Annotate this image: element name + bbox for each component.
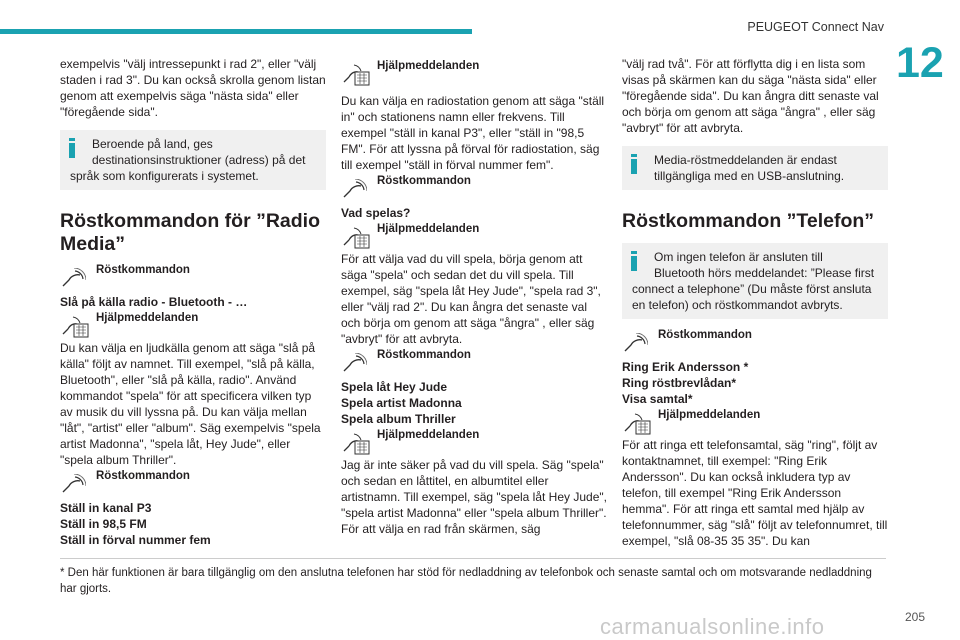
help-message-heading [341,58,607,87]
command-text: Slå på källa radio - Bluetooth - … [60,295,248,309]
voice-command-label: Röstkommandon [658,329,752,341]
voice-command-icon [60,268,86,288]
section-title: Röstkommandon ”Telefon” [622,210,875,232]
command-text: Ställ in 98,5 FM [60,517,147,531]
info-box [60,130,326,190]
help-message-label: Hjälpmeddelanden [377,223,480,235]
voice-command-icon [60,474,86,494]
voice-command-heading [622,327,888,356]
intro-paragraph: exempelvis "välj intressepunkt i rad 2", eller "välj staden i rad 3". Du kan också skrolla genom listan genom att exempelvis säga "nästa sida" eller "föregående sida". [60,57,326,119]
command-text: Spela album Thriller [341,412,456,426]
info-icon [68,138,76,158]
footnote-divider [60,558,886,559]
info-box [622,243,888,319]
voice-command-label: Röstkommandon [377,349,471,361]
help-message-icon [341,225,371,249]
page-number: 205 [904,610,925,624]
intro-paragraph: "välj rad två". För att förflytta dig i en lista som visas på skärmen kan du säga "nästa sida" eller "föregående sida". Du kan ångra ditt senaste val och börja om genom att säga "ångra" , eller säg "avbryt" för att avbryta. [622,57,879,135]
info-box [622,146,888,190]
watermark: carmanualsonline.info [600,614,825,639]
info-text-continuation: språk som konfigurerats i systemet. [70,169,259,183]
footnote: * Den här funktionen är bara tillgänglig om den anslutna telefonen har stöd för nedladdning av telefonbok och senaste samtal och om motsvarande nedladdning har gjorts. [60,567,872,595]
voice-command-heading [341,347,607,376]
help-message-label: Hjälpmeddelanden [96,312,199,324]
section-title: Röstkommandon för ”Radio Media” [60,210,321,255]
command-text: Ställ in förval nummer fem [60,533,211,547]
help-message-text: Jag är inte säker på vad du vill spela. Säg "spela" och sedan en låttitel, en albumtitel eller artistnamn. Till exempel, säg "spela låt Hey Jude", "spela artist Madonna" eller "spela album Thriller". För att välja en rad från skärmen, säg [341,458,607,536]
help-message-text: Du kan välja en radiostation genom att säga "ställ in" och stationens namn eller frekvens. Till exempel "ställ in kanal P3", eller "ställ in "98,5 FM". För att lyssna på förval för radiostation, säg till exempel "ställ in förval nummer fem". [341,94,605,172]
help-message-text: Du kan välja en ljudkälla genom att säga "slå på källa" följt av namnet. Till exempel, "slå på källa, Bluetooth", eller "slå på källa, radio". Använd kommandot "spela" för att specificera vilken typ av musik du vill lyssna på. Du kan välja mellan "låt", "artist" eller "album". Säg exempelvis "spela artist Madonna", "spela låt, Hey Jude", eller "spela album Thriller". [60,341,321,467]
help-message-heading [341,221,607,250]
help-message-label: Hjälpmeddelanden [377,429,480,441]
help-message-icon [341,62,371,86]
command-text: Ring röstbrevlådan* [622,376,737,390]
command-text: Vad spelas? [341,206,411,220]
command-text: Ställ in kanal P3 [60,501,152,515]
voice-command-heading [341,173,607,202]
voice-command-label: Röstkommandon [96,264,190,276]
voice-command-icon [622,333,648,353]
voice-command-label: Röstkommandon [377,175,471,187]
info-text-line: Bluetooth hörs meddelandet: ”Please first [654,266,875,280]
help-message-text: För att välja vad du vill spela, börja genom att säga "spela" och sedan det du vill spela. Till exempel, säg "spela låt Hey Jude", "spela rad 3", eller "välj rad 2". Du kan ångra det senaste val och börja om genom att säga "ångra" , eller säg "avbryt" för att avbryta. [341,252,601,346]
column-2 [341,58,607,537]
command-text: Spela artist Madonna [341,396,462,410]
help-message-label: Hjälpmeddelanden [377,60,480,72]
voice-command-icon [341,179,367,199]
voice-command-label: Röstkommandon [96,470,190,482]
column-3 [622,56,888,549]
chapter-number: 12 [896,39,944,87]
help-message-icon [60,314,90,338]
voice-command-icon [341,353,367,373]
info-text-continuation: connect a telephone” (Du måste först ansluta en telefon) och röstkommandot avbryts. [632,282,872,312]
info-text-line: Media-röstmeddelanden är endast [654,153,837,167]
header-accent-bar [0,29,472,34]
help-message-icon [622,411,652,435]
info-icon [630,251,638,271]
command-text: Visa samtal* [622,392,693,406]
help-message-heading [341,427,607,456]
info-text-line: tillgängliga med en USB-anslutning. [654,169,845,183]
info-text-line: Beroende på land, ges [92,137,213,151]
voice-command-heading [60,262,326,291]
info-icon [630,154,638,174]
help-message-text: För att ringa ett telefonsamtal, säg "ring", följt av kontaktnamnet, till exempel: "Ring Erik Andersson". Du kan också inkludera typ av telefon, till exempel "Ring Erik Andersson hemma". För att ringa ett samtal med hjälp av telefonnummer, säg "slå" följt av telefonnumret, till exempel, "slå 08-35 35 35". Du kan [622,438,888,548]
help-message-label: Hjälpmeddelanden [658,409,761,421]
help-message-heading [60,310,326,339]
help-message-icon [341,431,371,455]
info-text-line: destinationsinstruktioner (adress) på det [92,153,306,167]
page-header-title: PEUGEOT Connect Nav [747,20,884,34]
info-text-line: Om ingen telefon är ansluten till [654,250,823,264]
voice-command-heading [60,468,326,497]
column-1 [60,56,326,548]
help-message-heading [622,407,888,436]
command-text: Ring Erik Andersson * [622,360,749,374]
command-text: Spela låt Hey Jude [341,380,448,394]
